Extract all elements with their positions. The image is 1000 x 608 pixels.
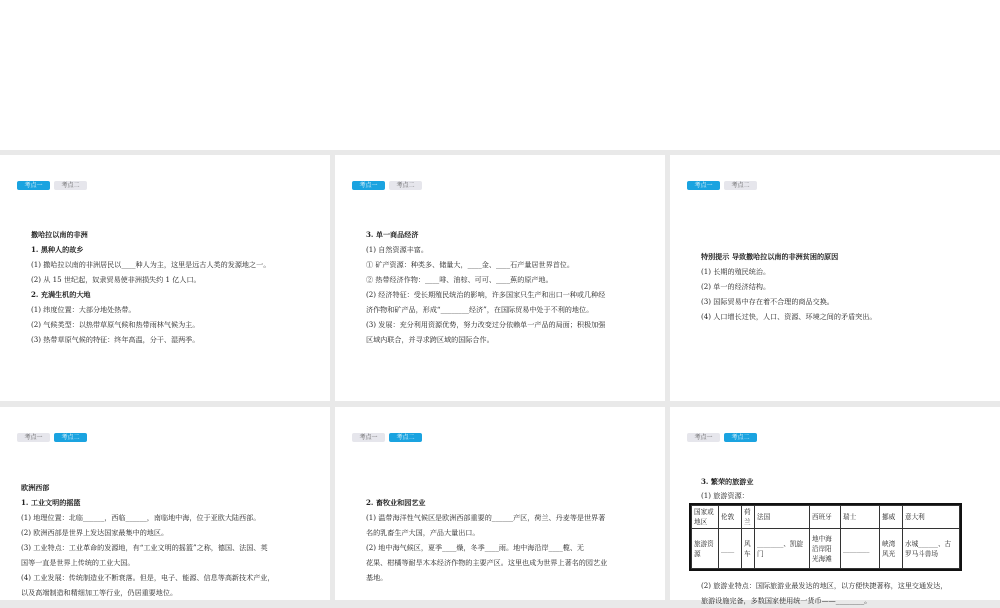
paragraph: (1) 温带海洋性气候区是欧洲西部重要的______产区，荷兰、丹麦等是世界著 (366, 513, 606, 522)
slide-body (366, 495, 645, 585)
paragraph: 区域内联合，并寻求跨区域的国际合作。 (366, 335, 494, 344)
paragraph: ② 热带经济作物：____啡、油棕、可可、____蕉的原产地。 (366, 275, 553, 284)
slide-body (31, 227, 310, 347)
table-cell: 旅游资源 (692, 529, 719, 569)
table-cell: 地中海沿岸阳光海滩 (810, 529, 841, 569)
tab-kaodian-2[interactable]: 考点二 (724, 181, 757, 190)
tip-heading: 特别提示 导致撒哈拉以南的非洲贫困的原因 (701, 252, 839, 261)
slide-1 (0, 155, 330, 401)
table-cell: 伦敦 (719, 506, 742, 529)
paragraph: (2) 经济特征：受长期殖民统治的影响，许多国家只生产和出口一种或几种经 (366, 290, 606, 299)
paragraph: (4) 工业发展：传统制造业不断衰落。但是，电子、能源、信息等高新技术产业， (21, 573, 275, 582)
paragraph: (3) 发展：充分利用资源优势，努力改变过分依赖单一产品的局面；积极加强 (366, 320, 606, 329)
paragraph: (2) 单一的经济结构。 (701, 282, 771, 291)
paragraph: 旅游设施完备，多数国家使用统一货币——________。 (701, 596, 872, 605)
heading: 1. 工业文明的摇篮 (21, 498, 81, 507)
slide-body (701, 249, 980, 324)
slide-5 (335, 407, 665, 600)
paragraph: 花果、柑橘等耐旱木本经济作物的主要产区。这里也成为世界上著名的园艺业 (366, 558, 608, 567)
table-cell: 风车 (742, 529, 755, 569)
slide-2 (335, 155, 665, 401)
slide-6 (670, 407, 1000, 605)
slide-body (21, 480, 310, 600)
paragraph: (2) 旅游业特点：国际旅游业最发达的地区，以方便快捷著称，这里交通发达， (701, 581, 948, 590)
table-cell: 国家或地区 (692, 506, 719, 529)
heading: 3. 繁荣的旅游业 (701, 477, 754, 486)
table-cell: 挪威 (880, 506, 903, 529)
paragraph: (1) 撒哈拉以南的非洲居民以____种人为主，这里是远古人类的发源地之一。 (31, 260, 271, 269)
tab-bar (352, 181, 422, 190)
table-cell: 西班牙 (810, 506, 841, 529)
paragraph: (4) 人口增长过快，人口、资源、环境之间的矛盾突出。 (701, 312, 877, 321)
tab-kaodian-2[interactable]: 考点二 (724, 433, 757, 442)
table-header-row (692, 506, 960, 529)
tab-bar (687, 181, 757, 190)
paragraph: 以及高端制造和精细加工等行业，仍居重要地位。 (21, 588, 178, 597)
tab-kaodian-1[interactable]: 考点一 (17, 433, 50, 442)
tab-bar (17, 433, 87, 442)
paragraph: (1) 自然资源丰富。 (366, 245, 428, 254)
tab-kaodian-1[interactable]: 考点一 (352, 181, 385, 190)
paragraph: (2) 从 15 世纪起，奴隶贸易使非洲损失约 1 亿人口。 (31, 275, 201, 284)
table-cell: 瑞士 (841, 506, 880, 529)
slide-3 (670, 155, 1000, 401)
table-cell: 荷兰 (742, 506, 755, 529)
table-cell: 水城______、古罗马斗兽场 (903, 529, 960, 569)
paragraph: 名的乳畜生产大国，产品大量出口。 (366, 528, 480, 537)
section-title: 欧洲西部 (21, 483, 50, 492)
blank-slide-area (0, 0, 1000, 150)
heading: 2. 充满生机的大地 (31, 290, 91, 299)
table-cell: ________、凯旋门 (755, 529, 810, 569)
heading: 2. 畜牧业和园艺业 (366, 498, 426, 507)
slide-body (701, 475, 996, 503)
table-cell: ________ (841, 529, 880, 569)
paragraph: (1) 长期的殖民统治。 (701, 267, 771, 276)
tab-kaodian-2[interactable]: 考点二 (389, 181, 422, 190)
paragraph: (3) 热带草原气候的特征：终年高温，分干、湿两季。 (31, 335, 200, 344)
paragraph: (2) 地中海气候区，夏季____燥，冬季____雨。地中海沿岸____榄、无 (366, 543, 585, 552)
tab-kaodian-2[interactable]: 考点二 (389, 433, 422, 442)
slide-body-bottom (701, 578, 996, 608)
paragraph: 济作物和矿产品，形成“________经济”，在国际贸易中处于不利的地位。 (366, 305, 594, 314)
table-cell: 峡湾风光 (880, 529, 903, 569)
paragraph: ① 矿产资源：种类多、储量大，____金、____石产量居世界首位。 (366, 260, 574, 269)
table-cell: 法国 (755, 506, 810, 529)
tab-kaodian-2[interactable]: 考点二 (54, 181, 87, 190)
tab-bar (17, 181, 87, 190)
table-row (692, 529, 960, 569)
heading: 1. 黑种人的故乡 (31, 245, 84, 254)
paragraph: (1) 纬度位置：大部分地处热带。 (31, 305, 136, 314)
paragraph: (2) 气候类型：以热带草原气候和热带雨林气候为主。 (31, 320, 200, 329)
paragraph: (1) 旅游资源： (701, 491, 749, 500)
paragraph: (2) 欧洲西部是世界上发达国家最集中的地区。 (21, 528, 169, 537)
paragraph: (3) 国际贸易中存在着不合理的商品交换。 (701, 297, 834, 306)
paragraph: (3) 工业特点：工业革命的发源地，有“工业文明的摇篮”之称，德国、法国、英 (21, 543, 268, 552)
table-cell: 意大利 (903, 506, 960, 529)
paragraph: 国等一直是世界上传统的工业大国。 (21, 558, 135, 567)
slide-4 (0, 407, 330, 600)
paragraph: (1) 地理位置：北临______，西临______，南临地中海，位于亚欧大陆西部。 (21, 513, 261, 522)
tab-kaodian-1[interactable]: 考点一 (687, 181, 720, 190)
tab-kaodian-1[interactable]: 考点一 (352, 433, 385, 442)
slide-body (366, 227, 645, 347)
heading: 3. 单一商品经济 (366, 230, 419, 239)
tab-bar (352, 433, 422, 442)
paragraph: 基地。 (366, 573, 388, 582)
tab-kaodian-1[interactable]: 考点一 (17, 181, 50, 190)
table-cell: ____ (719, 529, 742, 569)
tab-bar (687, 433, 757, 442)
tab-kaodian-1[interactable]: 考点一 (687, 433, 720, 442)
tourism-table (689, 503, 962, 571)
section-title: 撒哈拉以南的非洲 (31, 230, 88, 239)
tab-kaodian-2[interactable]: 考点二 (54, 433, 87, 442)
